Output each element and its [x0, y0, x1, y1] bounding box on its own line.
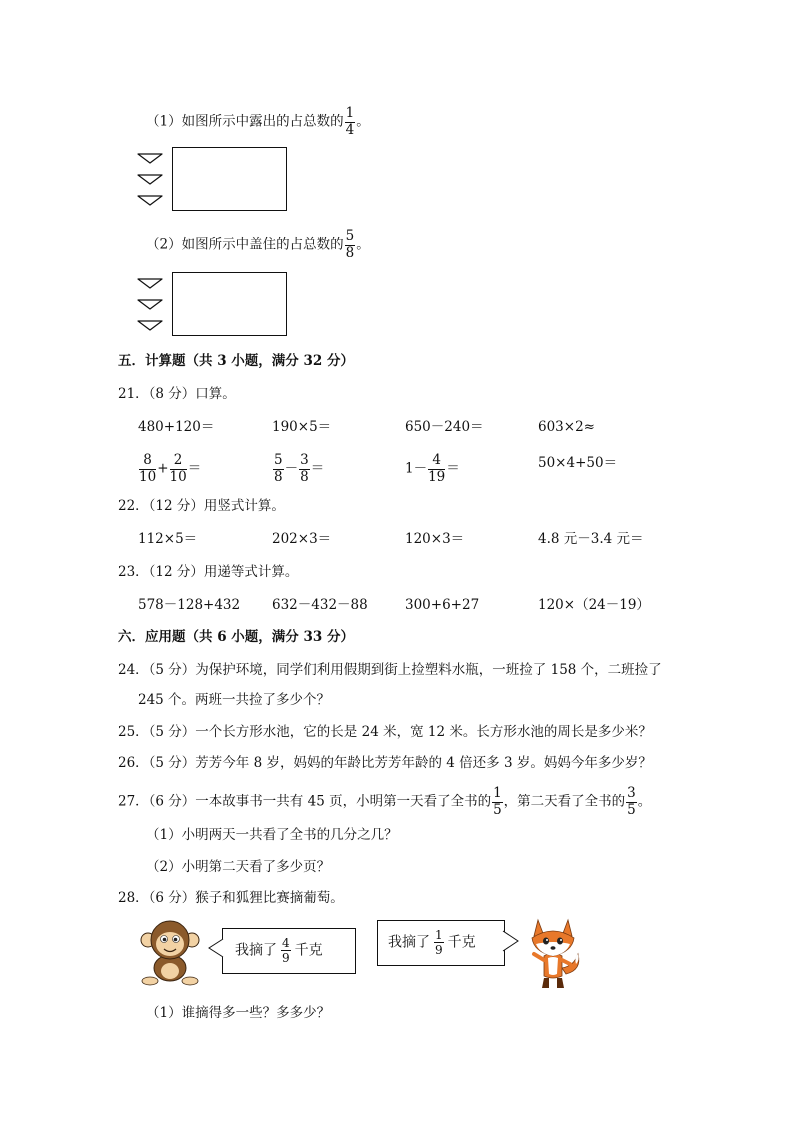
fraction: $\frac{5}{8}$: [345, 228, 355, 261]
q23-item-3: 300+6+27: [405, 597, 480, 613]
triangles-figure-1-icon: [136, 150, 166, 212]
q21-item-2: 190×5＝: [272, 419, 332, 435]
monkey-speech-bubble: 我摘了 $\frac{4}{9}$ 千克: [222, 928, 356, 974]
question-27-sub-1: （1）小明两天一共看了全书的几分之几？: [146, 827, 398, 843]
question-22-title: 22．（12 分）用竖式计算。: [118, 498, 285, 514]
monkey-bubble-tail-icon: [208, 938, 224, 958]
cover-rectangle-1: [172, 147, 287, 211]
section-5-heading: 五．计算题（共 3 小题，满分 32 分）: [118, 353, 354, 369]
triangles-figure-2-icon: [136, 275, 166, 337]
question-27-sub-2: （2）小明第二天看了多少页？: [146, 859, 331, 875]
question-21-title: 21．（8 分）口算。: [118, 386, 236, 402]
monkey-icon: [136, 918, 204, 986]
fox-bubble-tail-icon: [502, 930, 520, 952]
q21-item-8: 50×4+50＝: [538, 455, 618, 471]
q23-item-2: 632－432－88: [272, 597, 368, 613]
q21-fraction-item-3: 1－ $\frac{4}{19}$ ＝: [405, 452, 460, 485]
q23-item-1: 578－128+432: [138, 597, 241, 613]
question-28-title: 28．（6 分）猴子和狐狸比赛摘葡萄。: [118, 890, 344, 906]
question-25: 25．（5 分）一个长方形水池，它的长是 24 米，宽 12 米。长方形水池的周长是多少米？: [118, 724, 652, 740]
question-27: 27．（6 分）一本故事书一共有 45 页，小明第一天看了全书的 $\frac{1}{5}$ ，第二天看了全书的 $\frac{3}{5}$ 。: [118, 785, 652, 818]
q22-item-1: 112×5＝: [138, 531, 198, 547]
fox-icon: [522, 914, 584, 992]
q23-item-4: 120×（24－19）: [538, 597, 650, 613]
q22-item-4: 4.8 元－3.4 元＝: [538, 531, 644, 547]
q21-fraction-item-2: $\frac{5}{8}$ － $\frac{3}{8}$ ＝: [274, 452, 325, 485]
question-4-1: （1）如图所示中露出的占总数的 $\frac{1}{4}$ 。: [146, 105, 370, 138]
section-6-heading: 六．应用题（共 6 小题，满分 33 分）: [118, 629, 354, 645]
question-24-line-1: 24．（5 分）为保护环境，同学们利用假期到街上捡塑料水瓶，一班捡了 158 个，二班捡了: [118, 662, 662, 678]
fraction: $\frac{1}{4}$: [345, 105, 355, 138]
q22-item-3: 120×3＝: [405, 531, 465, 547]
q21-item-3: 650－240＝: [405, 419, 484, 435]
cover-rectangle-2: [172, 272, 287, 336]
q21-fraction-item-1: $\frac{8}{10}$ + $\frac{2}{10}$ ＝: [139, 452, 202, 485]
question-24-line-2: 245 个。两班一共捡了多少个？: [138, 692, 331, 708]
q21-item-4: 603×2≈: [538, 419, 595, 435]
question-26: 26．（5 分）芳芳今年 8 岁，妈妈的年龄比芳芳年龄的 4 倍还多 3 岁。妈妈今年多少岁？: [118, 755, 652, 771]
question-23-title: 23．（12 分）用递等式计算。: [118, 564, 299, 580]
q21-item-1: 480+120＝: [138, 419, 215, 435]
question-4-2: （2）如图所示中盖住的占总数的 $\frac{5}{8}$ 。: [146, 228, 370, 261]
fox-speech-bubble: 我摘了 $\frac{1}{9}$ 千克: [377, 920, 505, 966]
question-28-sub-1: （1）谁摘得多一些？多多少？: [146, 1005, 331, 1021]
q22-item-2: 202×3＝: [272, 531, 332, 547]
